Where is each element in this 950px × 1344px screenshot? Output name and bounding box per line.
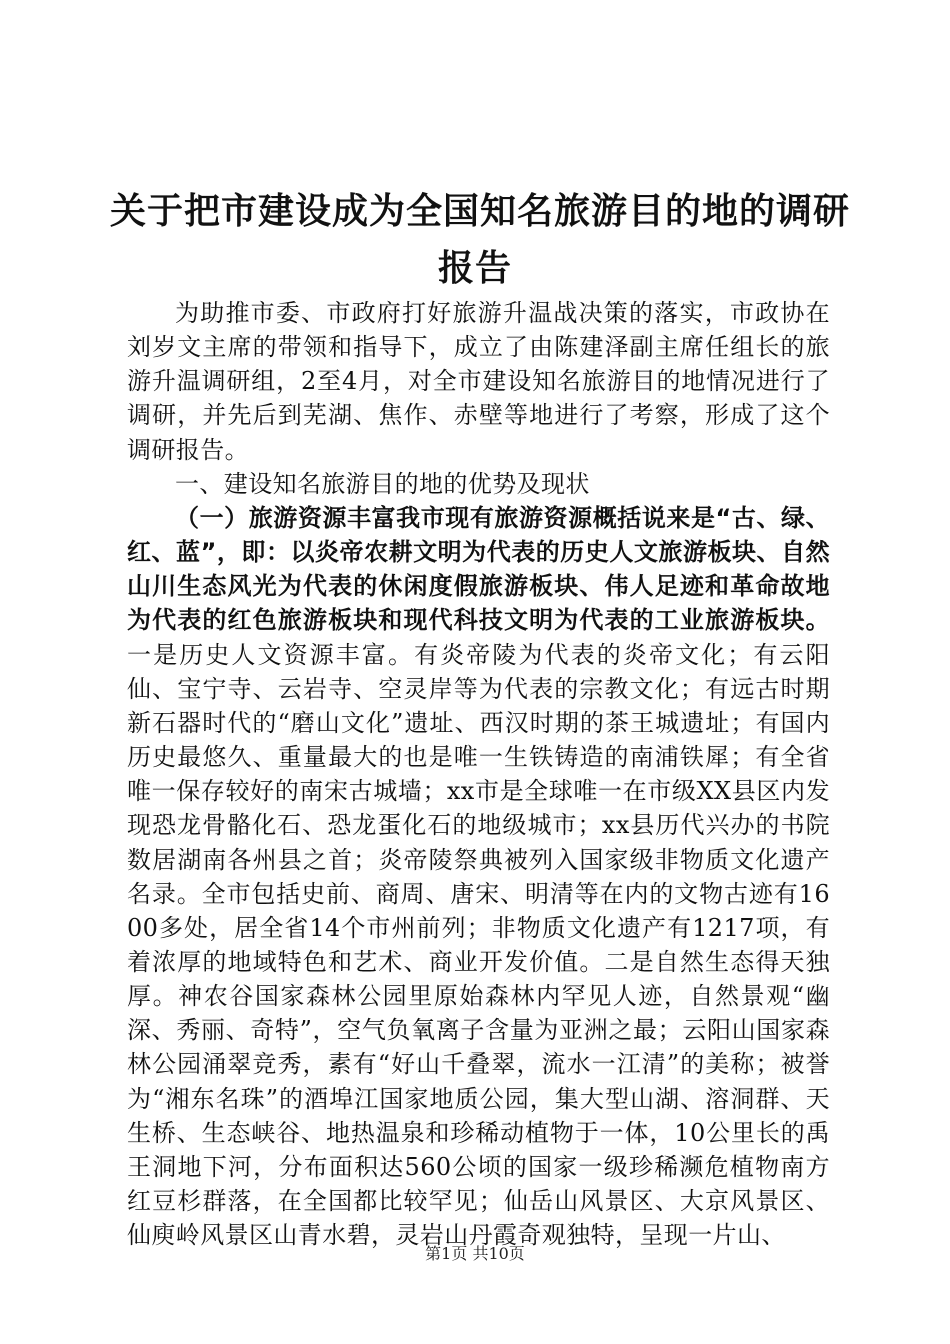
document-body [127, 296, 830, 1252]
subsection-paragraph [127, 501, 830, 1252]
subsection-body: 一是历史人文资源丰富。有炎帝陵为代表的炎帝文化；有云阳仙、宝宁寺、云岩寺、空灵岸等为代表的宗教文化；有远古时期新石器时代的“磨山文化”遗址、西汉时期的茶王城遗址；有国内历史最悠久、重量最大的也是唯一生铁铸造的南浦铁犀；有全省唯一保存较好的南宋古城墙；xx市是全球唯一在市级XX县区内发现恐龙骨骼化石、恐龙蛋化石的地级城市；xx县历代兴办的书院数居湖南各州县之首；炎帝陵祭典被列入国家级非物质文化遗产名录。全市包括史前、商周、唐宋、明清等在内的文物古迹有1600多处，居全省14个市州前列；非物质文化遗产有1217项，有着浓厚的地域特色和艺术、商业开发价值。二是自然生态得天独厚。神农谷国家森林公园里原始森林内罕见人迹，自然景观“幽深、秀丽、奇特”，空气负氧离子含量为亚洲之最；云阳山国家森林公园涌翠竞秀，素有“好山千叠翠，流水一江清”的美称；被誉为“湘东名珠”的酒埠江国家地质公园，集大型山湖、溶洞群、天生桥、生态峡谷、地热温泉和珍稀动植物于一体，10公里长的禹王洞地下河，分布面积达560公顷的国家一级珍稀濒危植物南方红豆杉群落，在全国都比较罕见；仙岳山风景区、大京风景区、仙庾岭风景区山青水碧，灵岩山丹霞奇观独特，呈现一片山、 [127, 640, 830, 1250]
document-title-line-1: 关于把市建设成为全国知名旅游目的地的调研 [110, 191, 851, 232]
section-heading: 一、建设知名旅游目的地的优势及现状 [175, 469, 590, 498]
page-footer: 第1页 共10页 [425, 1244, 525, 1263]
intro-paragraph: 为助推市委、市政府打好旅游升温战决策的落实，市政协在刘岁文主席的带领和指导下，成立了由陈建泽副主席任组长的旅游升温调研组，2至4月，对全市建设知名旅游目的地情况进行了调研，并先后到芜湖、焦作、赤壁等地进行了考察，形成了这个调研报告。 [127, 299, 830, 464]
subsection-heading: （一）旅游资源丰富我市现有旅游资源概括说来是“古、绿、红、蓝”，即：以炎帝农耕文明为代表的历史人文旅游板块、自然山川生态风光为代表的休闲度假旅游板块、伟人足迹和革命故地为代表的红色旅游板块和现代科技文明为代表的工业旅游板块。 [127, 503, 830, 635]
document-title-line-2: 报告 [437, 248, 512, 289]
